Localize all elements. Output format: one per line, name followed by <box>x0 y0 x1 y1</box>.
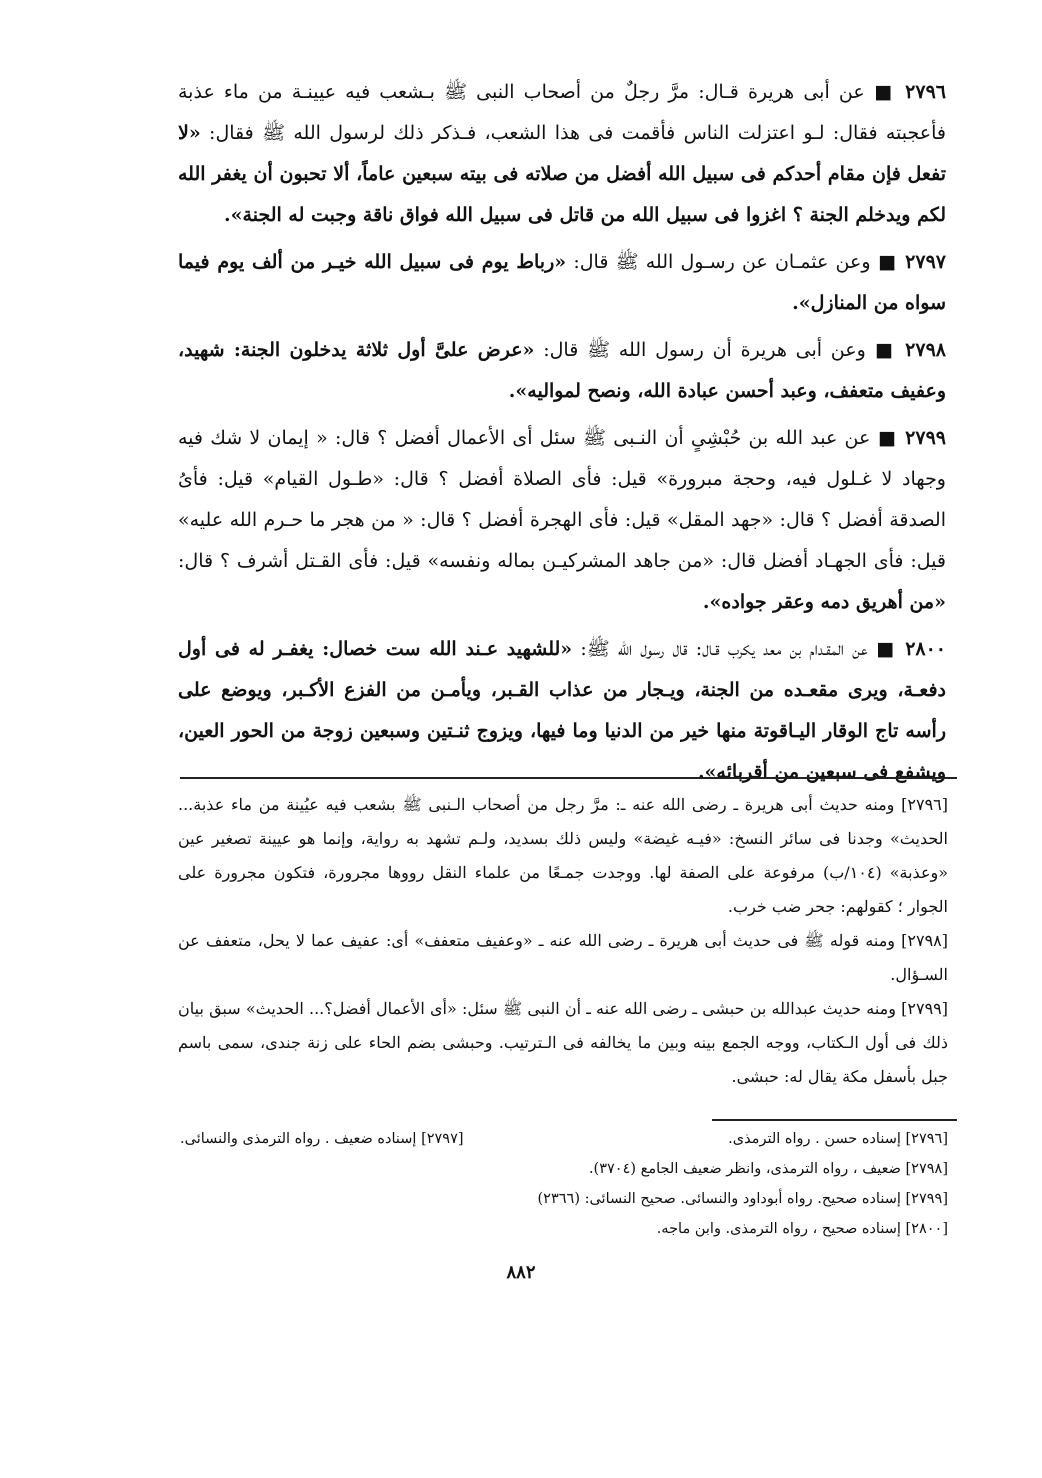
reference-2798: [٢٧٩٨] ضعيف ، رواه الترمذى، وانظر ضعيف الجامع (٣٧٠٤). <box>588 1161 948 1177</box>
hadith-narration: عن عبد الله بن حُبْشِىٍ أن النـبى ﷺ سئل أى الأعمال أفضل ؟ قال: « إيمان لا شك فيه وجهاد لا غـلول فيه، وحجة مبرورة» قيل: فأى الصلاة أفضل ؟ قال: «طـول القيام» قيل: فأىُ الصدقة أفضل ؟ قال: «جهد المقل» قيل: فأى الهجرة أفضل ؟ قال: « من هجر ما حـرم الله عليه» قيل: فأى الجهـاد أفضل قال: «من جاهد المشركيـن بماله ونفسه» قيل: فأى القـتل أشرف ؟ قال: <box>178 427 946 572</box>
hadith-narration: عن المقـدام بن معد يكرب قـال: قال رسول الله ﷺ: <box>572 638 868 660</box>
commentary <box>178 788 948 1094</box>
hadith-number: ٢٧٩٩ <box>905 427 946 449</box>
hadith-saying: «من أهريق دمه وعقر جواده». <box>702 591 946 613</box>
hadith-narration: وعن أبى هريرة أن رسول الله ﷺ قال: <box>534 339 866 361</box>
hadith-2799: ٢٧٩٩ ■ عن عبد الله بن حُبْشِىٍ أن النـبى ﷺ سئل أى الأعمال أفضل ؟ قال: « إيمان لا شك فيه وجهاد لا غـلول فيه، وحجة مبرورة» قيل: فأى الصلاة أفضل ؟ قال: «طـول القيام» قيل: فأىُ الصدقة أفضل ؟ قال: «جهد المقل» قيل: فأى الهجرة أفضل ؟ قال: « من هجر ما حـرم الله عليه» قيل: فأى الجهـاد أفضل قال: «من جاهد المشركيـن بماله ونفسه» قيل: فأى القـتل أشرف ؟ قال: «من أهريق دمه وعقر جواده». <box>178 427 946 613</box>
references-first-row <box>180 1124 948 1154</box>
main-text <box>178 72 946 799</box>
hadith-number: ٢٨٠٠ <box>905 638 947 660</box>
hadith-saying: «لا تفعل فإن مقام أحدكم فى سبيل الله أفضل من صلاته فى بيته سبعين عاماً، ألا تحبون أن يغفر الله لكم ويدخلم الجنة ؟ اغزوا فى سبيل الله من قاتل فى سبيل الله فواق ناقة وجبت له الجنة». <box>178 122 946 226</box>
hadith-2798: ٢٧٩٨ ■ وعن أبى هريرة أن رسول الله ﷺ قال: «عرض علىَّ أول ثلاثة يدخلون الجنة: شهيد، وعفيف متعفف، وعبد أحسن عبادة الله، ونصح لمواليه». <box>178 339 946 402</box>
hadith-narration: عن أبى هريرة قـال: مرَّ رجلٌ من أصحاب النبى ﷺ بـشعب فيه عيينـة من ماء عذبة فأعجبته فقال: لـو اعتزلت الناس فأقمت فى هذا الشعب، فـذكر ذلك لرسول الله ﷺ فقال: <box>178 81 946 144</box>
commentary-divider <box>180 777 957 779</box>
references <box>180 1124 948 1244</box>
hadith-saying: «رباط يوم فى سبيل الله خيـر من ألف يوم فيما سواه من المنازل». <box>178 251 946 314</box>
reference-2799: [٢٧٩٩] إسناده صحيح. رواه أبوداود والنسائى. صحيح النسائى: (٢٣٦٦) <box>537 1191 948 1207</box>
references-divider <box>712 1119 957 1121</box>
hadith-saying: «عرض علىَّ أول ثلاثة يدخلون الجنة: شهيد، وعفيف متعفف، وعبد أحسن عبادة الله، ونصح لمواليه». <box>178 339 946 402</box>
hadith-saying: «للشهيد عـند الله ست خصال: يغفـر له فى أول دفعـة، ويرى مقعـده من الجنة، ويـجار من عذاب القـبر، ويأمـن من الفزع الأكـبر، ويوضع على رأسه تاج الوقار اليـاقوتة منها خير من الدنيا وما فيها، ويزوج ثنـتين وسبعين زوجة من الحور العين، ويشفع فى سبعين من أقربائه». <box>178 638 946 783</box>
page-number: ٨٨٢ <box>506 1262 536 1283</box>
hadith-number: ٢٧٩٦ <box>905 81 946 103</box>
reference-2800: [٢٨٠٠] إسناده صحيح ، رواه الترمذى. وابن ماجه. <box>656 1221 948 1237</box>
hadith-2800: ٢٨٠٠ ■ عن المقـدام بن معد يكرب قـال: قال رسول الله ﷺ: «للشهيد عـند الله ست خصال: يغفـر له فى أول دفعـة، ويرى مقعـده من الجنة، ويـجار من عذاب القـبر، ويأمـن من الفزع الأكـبر، ويوضع على رأسه تاج الوقار اليـاقوتة منها خير من الدنيا وما فيها، ويزوج ثنـتين وسبعين زوجة من الحور العين، ويشفع فى سبعين من أقربائه». <box>178 638 947 783</box>
hadith-number: ٢٧٩٨ <box>905 339 946 361</box>
commentary-note-2799: [٢٧٩٩] ومنه حديث عبدالله بن حبشى ـ رضى الله عنه ـ أن النبى ﷺ سئل: «أى الأعمال أفضل؟... الحديث» سبق بيان ذلك فى أول الـكتاب، ووجه الجمع بينه وبين ما يخالفه فى الـترتيب. وحبشى بضم الحاء على زنة جندى، سمى باسم جبل بأسفل مكة يقال له: حبشى. <box>178 999 949 1086</box>
reference-2796: [٢٧٩٦] إسناده حسن . رواه الترمذى. <box>728 1131 948 1147</box>
commentary-note-2796: [٢٧٩٦] ومنه حديث أبى هريرة ـ رضى الله عنه ـ: مرَّ رجل من أصحاب الـنبى ﷺ بشعب فيه عيُينة من ماء عذبة... الحديث» وجدنا فى سائر النسخ: «فيـه غيضة» وليس ذلك بسديد، ولـم تشهد به رواية، وإنما هو عيينة تصغير عين «وعذبة» (١٠٤/ب) مرفوعة على الصفة لها. ووجدت جمـعًا من علماء النقل رووها مجرورة، فتكون مجرورة على الجوار ؛ كقولهم: جحر ضب خرب. <box>178 795 949 916</box>
hadith-number: ٢٧٩٧ <box>905 251 946 273</box>
hadith-2796: ٢٧٩٦ ■ عن أبى هريرة قـال: مرَّ رجلٌ من أصحاب النبى ﷺ بـشعب فيه عيينـة من ماء عذبة فأعجبته فقال: لـو اعتزلت الناس فأقمت فى هذا الشعب، فـذكر ذلك لرسول الله ﷺ فقال: «لا تفعل فإن مقام أحدكم فى سبيل الله أفضل من صلاته فى بيته سبعين عاماً، ألا تحبون أن يغفر الله لكم ويدخلم الجنة ؟ اغزوا فى سبيل الله من قاتل فى سبيل الله فواق ناقة وجبت له الجنة». <box>178 81 946 226</box>
hadith-2797: ٢٧٩٧ ■ وعن عثمـان عن رسـول الله ﷺ قال: «رباط يوم فى سبيل الله خيـر من ألف يوم فيما سواه من المنازل». <box>178 251 946 314</box>
reference-2797: [٢٧٩٧] إسناده ضعيف . رواه الترمذى والنسائى. <box>180 1131 464 1147</box>
hadith-narration: وعن عثمـان عن رسـول الله ﷺ قال: <box>566 251 871 273</box>
commentary-note-2798: [٢٧٩٨] ومنه قوله ﷺ فى حديث أبى هريرة ـ رضى الله عنه ـ «وعفيف متعفف» أى: عفيف عما لا يحل، متعفف عن السـؤال. <box>178 931 949 984</box>
